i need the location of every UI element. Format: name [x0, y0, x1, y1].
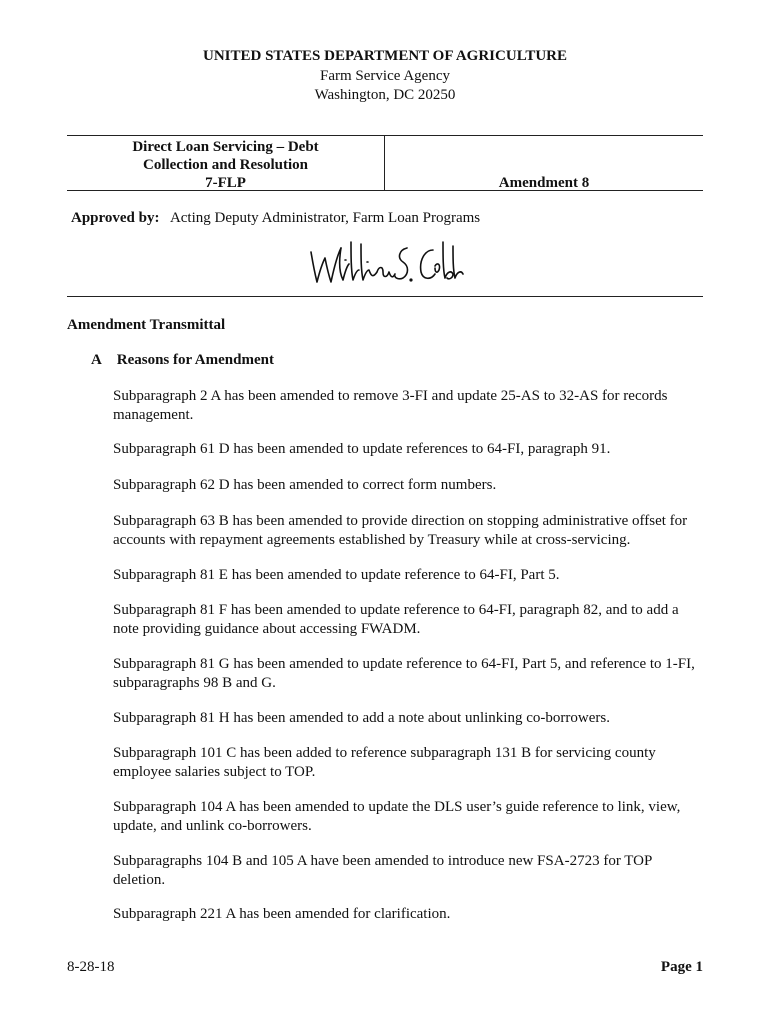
paragraph: Subparagraph 2 A has been amended to remove 3-FI and update 25-AS to 32-AS for records management.: [113, 388, 668, 423]
signature-image: [305, 236, 465, 290]
paragraph: Subparagraph 221 A has been amended for clarification.: [113, 906, 451, 922]
title-box-top-rule: [67, 135, 703, 136]
paragraph: Subparagraph 101 C has been added to reference subparagraph 131 B for servicing county employee salaries subject to TOP.: [113, 745, 656, 780]
paragraph: Subparagraph 81 E has been amended to update reference to 64-FI, Part 5.: [113, 567, 560, 583]
paragraph: Subparagraph 81 G has been amended to update reference to 64-FI, Part 5, and reference to 1-FI, subparagraphs 98 B and G.: [113, 656, 695, 691]
footer-date: 8-28-18: [67, 959, 115, 975]
handbook-code: 7-FLP: [205, 175, 246, 191]
paragraph: Subparagraph 81 F has been amended to update reference to 64-FI, paragraph 82, and to add a note providing guidance about accessing FWADM.: [113, 602, 679, 637]
agency-name: Farm Service Agency: [320, 67, 450, 84]
approver-title: Acting Deputy Administrator, Farm Loan Programs: [169, 210, 481, 226]
paragraph: Subparagraph 104 A has been amended to update the DLS user’s guide reference to link, view, update, and unlink co-borrowers.: [113, 799, 681, 834]
approved-by-label: Approved by:: [71, 210, 160, 226]
handbook-title-line2: Collection and Resolution: [142, 157, 308, 173]
approval-bottom-rule: [67, 296, 703, 297]
amendment-number: Amendment 8: [498, 175, 590, 191]
document-header: [0, 47, 770, 106]
subsection-heading: [91, 352, 274, 369]
department-name: UNITED STATES DEPARTMENT OF AGRICULTURE: [203, 48, 567, 64]
page-number: Page 1: [660, 959, 703, 975]
paragraph: Subparagraph 81 H has been amended to add a note about unlinking co-borrowers.: [113, 710, 610, 726]
paragraph: Subparagraph 62 D has been amended to correct form numbers.: [113, 477, 497, 493]
handbook-title-line1: Direct Loan Servicing – Debt: [132, 139, 319, 155]
subsection-letter: A: [91, 352, 102, 368]
subsection-title: Reasons for Amendment: [116, 352, 274, 368]
agency-location: Washington, DC 20250: [314, 87, 456, 103]
handbook-title: [67, 138, 384, 192]
paragraph: Subparagraph 63 B has been amended to provide direction on stopping administrative offset for accounts with repayment agreements established by Treasury while at cross-servicing.: [113, 513, 688, 548]
paragraph: Subparagraphs 104 B and 105 A have been amended to introduce new FSA-2723 for TOP deletion.: [113, 853, 652, 888]
paragraph: Subparagraph 61 D has been amended to update references to 64-FI, paragraph 91.: [113, 441, 611, 457]
approval-line: [71, 210, 480, 227]
section-title: Amendment Transmittal: [67, 317, 226, 333]
